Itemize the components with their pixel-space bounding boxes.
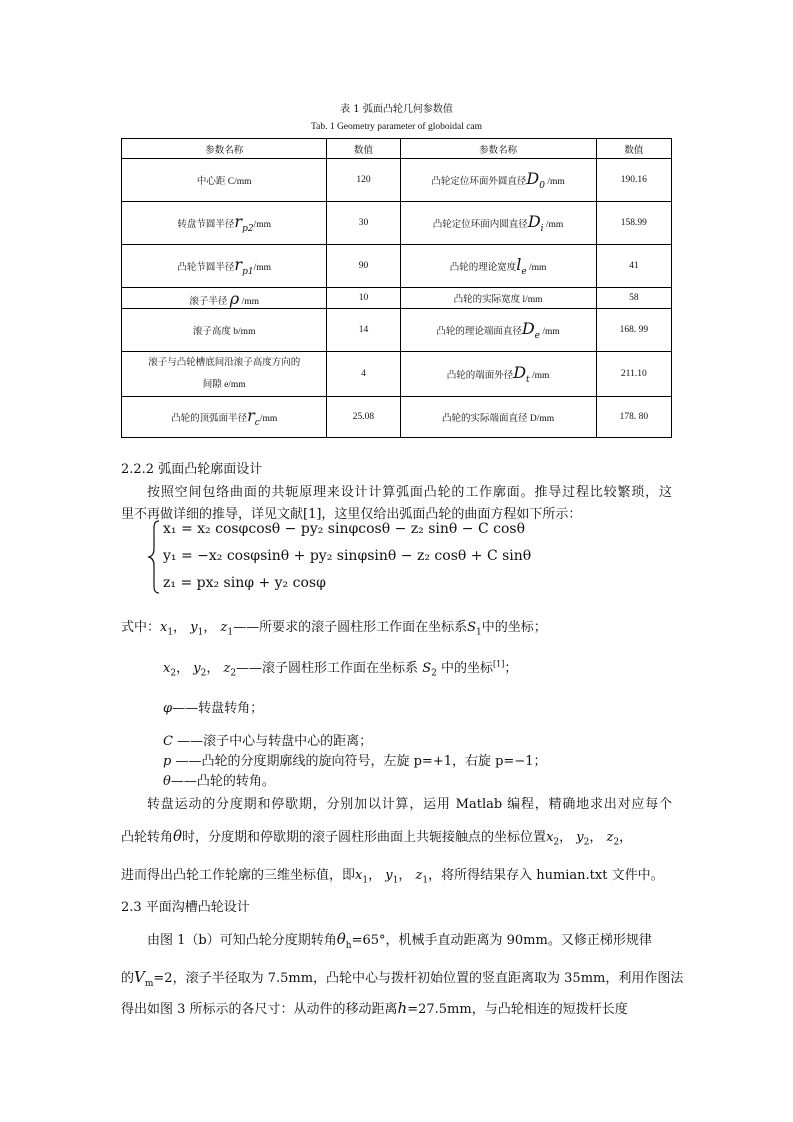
param-label: 滚子半径: [189, 296, 228, 307]
para1-line2: 里不再做详细的推导，详见文献[1]，这里仅给出弧面凸轮的曲面方程如下所示：: [121, 507, 582, 522]
param-cell: [122, 397, 327, 438]
value-cell: 4: [327, 352, 400, 397]
header-value-1: 数值: [327, 139, 400, 159]
legend-line-1: 式中：$x_1$， $y_1$， $z_1——$所要求的滚子圆柱形工作面在坐标系$S_1$中的坐标；: [121, 620, 547, 638]
value-cell: 30: [327, 202, 400, 245]
param-symbol: ρ: [229, 288, 240, 308]
param-unit: /mm: [542, 326, 560, 337]
value-cell: 178. 80: [596, 397, 671, 438]
param-symbol: $r_c$: [247, 405, 260, 429]
value-cell: 10: [327, 288, 400, 309]
param-cell: [400, 397, 596, 438]
param-symbol: $D_0$: [526, 168, 545, 192]
table-row: [122, 397, 672, 438]
param-unit: /mm: [547, 176, 565, 187]
param-unit: /mm: [253, 219, 271, 230]
param-symbol: $D_i$: [527, 211, 544, 235]
param-label: 凸轮节圆半径: [177, 262, 235, 273]
param-cell: [122, 288, 327, 309]
param-unit: /mm: [253, 262, 271, 273]
legend-line-3: φ——转盘转角；: [163, 701, 264, 716]
table-caption-en: Tab. 1 Geometry parameter of globoidal cam: [310, 122, 483, 132]
param-cell: [122, 352, 327, 397]
param-unit: /mm: [532, 370, 550, 381]
value-cell: 58: [596, 288, 671, 309]
table-header-row: [122, 139, 672, 159]
legend-line-2: $x_2$， $y_2$， $z_2——$滚子圆柱形工作面在坐标系 $S_2$ 中的坐标[1]；: [163, 659, 518, 679]
param-cell: [400, 245, 596, 288]
equation-x1: x₁ = x₂ cosφcosθ − py₂ sinφcosθ − z₂ sinθ − C cosθ: [163, 521, 526, 537]
para3-line1: 由图 1（b）可知凸轮分度期转角$\theta_h=65^\circ$，机械手直动距离为 90mm。又修正梯形规律: [147, 930, 652, 951]
equation-y1: y₁ = −x₂ cosφsinθ + py₂ sinφsinθ − z₂ cosθ + C sinθ: [163, 548, 532, 564]
param-cell: [400, 288, 596, 309]
value-cell: 190.16: [596, 159, 671, 202]
param-label: 滚子与凸轮槽底间沿滚子高度方向的: [148, 358, 301, 368]
table-row: [122, 352, 672, 397]
param-label: 凸轮的理论宽度: [449, 262, 517, 273]
para2-line1: 转盘运动的分度期和停歇期，分别加以计算，运用 Matlab 编程，精确地求出对应每个: [147, 797, 672, 812]
param-label: 凸轮的顶弧面半径: [171, 413, 248, 424]
param-symbol: $r_{p1}$: [234, 254, 254, 278]
param-label: 滚子高度 b/mm: [192, 327, 256, 337]
cam-surface-equations: [147, 519, 567, 599]
table-row: [122, 202, 672, 245]
section-heading-23: 2.3 平面沟槽凸轮设计: [121, 900, 250, 915]
param-symbol: $D_e$: [521, 318, 540, 342]
param-symbol: $l_e$: [516, 254, 527, 278]
header-param-name-2: 参数名称: [400, 139, 596, 159]
value-cell: 158.99: [596, 202, 671, 245]
legend-line-4: C ——滚子中心与转盘中心的距离；: [163, 734, 373, 749]
param-label-line2: 间隙 e/mm: [202, 380, 246, 390]
para3-line2: 的$V_m=2$，滚子半径取为 7.5mm，凸轮中心与拨杆初始位置的竖直距离取为 35mm，利用作图法: [121, 968, 684, 989]
param-cell: [122, 159, 327, 202]
section-heading-222: 2.2.2 弧面凸轮廓面设计: [121, 462, 263, 477]
param-symbol: $r_{p2}$: [234, 211, 254, 235]
param-label: 凸轮的端面外径: [446, 370, 514, 381]
param-symbol: $D_t$: [513, 362, 530, 386]
para2-line3: 进而得出凸轮工作轮廓的三维坐标值，即$x_1$， $y_1$， $z_1$，将所得结果存入 humian.txt 文件中。: [121, 868, 664, 886]
param-unit: /mm: [545, 219, 564, 230]
legend-line-5: p ——凸轮的分度期廓线的旋向符号，左旋 p=+1，右旋 p=−1；: [163, 754, 547, 769]
table-row: [122, 159, 672, 202]
param-cell: [400, 309, 596, 352]
param-cell: [400, 352, 596, 397]
param-label: 凸轮的理论端面直径: [436, 326, 522, 337]
para1-line1: 按照空间包络曲面的共轭原理来设计计算弧面凸轮的工作廓面。推导过程比较繁琐，这: [147, 485, 672, 500]
value-cell: 120: [327, 159, 400, 202]
legend-line-6: θ——凸轮的转角。: [163, 774, 275, 789]
value-cell: 211.10: [596, 352, 671, 397]
header-param-name-1: 参数名称: [122, 139, 327, 159]
value-cell: 90: [327, 245, 400, 288]
value-cell: 168. 99: [596, 309, 671, 352]
equation-z1: z₁ = px₂ sinφ + y₂ cosφ: [163, 575, 326, 591]
param-label: 凸轮的实际宽度 l/mm: [453, 295, 543, 305]
para3-line3: 得出如图 3 所标示的各尺寸：从动件的移动距离h=27.5mm，与凸轮相连的短拨杆长度: [121, 999, 628, 1017]
table-row: [122, 309, 672, 352]
table-row: [122, 288, 672, 309]
left-brace-icon: [147, 519, 161, 595]
param-label: 中心距 C/mm: [196, 177, 252, 187]
value-cell: 14: [327, 309, 400, 352]
table-row: [122, 245, 672, 288]
param-unit: /mm: [241, 296, 259, 307]
table-caption-cn: 表 1 弧面凸轮几何参数值: [340, 104, 453, 115]
value-cell: 41: [596, 245, 671, 288]
value-cell: 25.08: [327, 397, 400, 438]
geometry-parameter-table: [121, 138, 672, 438]
param-label: 转盘节圆半径: [177, 219, 235, 230]
param-cell: [400, 202, 596, 245]
param-cell: [400, 159, 596, 202]
param-unit: /mm: [529, 262, 547, 273]
param-label: 凸轮定位环面外圆直径: [431, 176, 527, 187]
param-cell: [122, 309, 327, 352]
param-cell: [122, 245, 327, 288]
header-value-2: 数值: [596, 139, 671, 159]
para2-line2: 凸轮转角θ时，分度期和停歇期的滚子圆柱形曲面上共轭接触点的坐标位置$x_2$， $y_2$， $z_2$，: [121, 827, 633, 848]
param-label: 凸轮定位环面内圆直径: [432, 219, 528, 230]
param-label: 凸轮的实际端面直径 D/mm: [441, 414, 555, 424]
param-cell: [122, 202, 327, 245]
param-unit: /mm: [259, 413, 278, 424]
